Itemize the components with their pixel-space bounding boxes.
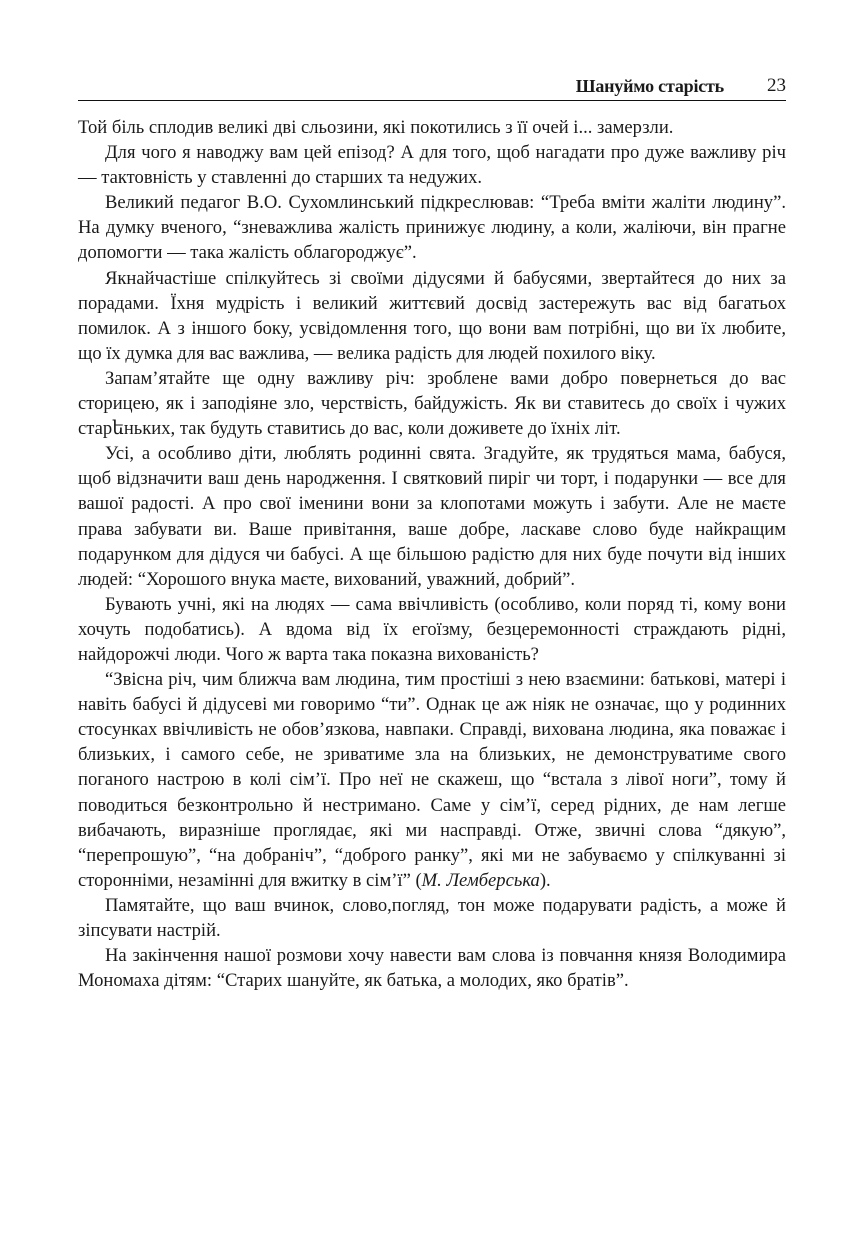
paragraph: Якнайчастіше спілкуйтесь зі своїми дідусями й бабусями, звертайтеся до них за порадами. Їхня мудрість і великий життєвий досвід застережуть вас від багатьох помилок. А з іншого боку, усвідомлення того, що вони вам потрібні, що ви їх любите, що їх думка для вас важлива, — велика радість для людей похилого віку. (78, 267, 786, 364)
paragraph: Для чого я наводжу вам цей епізод? А для того, щоб нагадати про дуже важливу річ — тактовність у ставленні до старших та недужих. (78, 142, 786, 189)
citation-author: М. Лемберська (421, 869, 540, 891)
paragraph: Той біль сплодив великі дві сльозини, які покотились з її очей і... замерзли. (78, 117, 674, 138)
paragraph: Великий педагог В.О. Сухомлинський підкреслював: “Треба вміти жаліти людину”. На думку вченого, “зневажлива жалість принижує людину, а коли, жаліючи, він прагне допомогти — така жалість облагороджує”. (78, 192, 786, 264)
paragraph: Усі, а особливо діти, люблять родинні свята. Згадуйте, як трудяться мама, бабуся, щоб відзначити ваш день народження. І святковий пиріг чи торт, і подарунки — все для вашої радості. А про свої іменини вони за клопотами можуть і забути. Але не маєте права забувати ви. Ваше привітання, ваше добре, ласкаве слово буде найкращим подарунком для дідуся чи бабусі. А ще більшою радістю для них буде почути від інших людей: “Хорошого внука маєте, вихований, уважний, добрий”. (78, 443, 786, 590)
paragraph-quote-text: “Звісна річ, чим ближча вам людина, тим простіші з нею взаємини: батькові, матері і навіть бабусі й дідусеві ми говоримо “ти”. Однак це аж ніяк не означає, що у родинних стосунках ввічливість не обов’язкова, навпаки. Справді, вихована людина, яка поважає і близьких, і самого себе, не зриватиме зла на близьких, не демонструватиме свого поганого настрою в колі сім’ї. Про неї не скажеш, що “встала з лівої ноги”, тому й поводиться безконтрольно й нестримано. Саме у сім’ї, серед рідних, де нам легше вибачають, виразніше проглядає, які ми насправді. Отже, звичні слова “дякую”, “перепрошую”, “на добраніч”, “доброго ранку”, які ми не забуваємо у спілкуванні зі сторонніми, незамінні для вжитку в сім’ї” ( (78, 669, 786, 891)
paragraph: На закінчення нашої розмови хочу навести вам слова із повчання князя Володимира Мономаха дітям: “Старих шануйте, як батька, а молодих, яко братів”. (78, 945, 786, 992)
body-text (78, 115, 786, 993)
paragraph-with-citation (78, 667, 786, 893)
citation-close: ). (539, 869, 551, 891)
running-header-title: Шануймо старість (575, 76, 724, 96)
paragraph: Запам’ятайте ще одну важливу річ: зроблене вами добро повернеться до вас сторицею, як і заподіяне зло, черствість, байдужість. Як ви ставитесь до своїх і чужих старեньких, так будуть ставитись до вас, коли доживете до їхніх літ. (78, 367, 786, 440)
running-header (78, 74, 786, 101)
page-number: 23 (767, 75, 786, 96)
paragraph: Бувають учні, які на людях — сама ввічливість (особливо, коли поряд ті, кому вони хочуть подобатись). А вдома від їх егоїзму, безцеремонності страждають рідні, найдорожчі люди. Чого ж варта така показна вихованість? (78, 593, 786, 665)
paragraph: Памятайте, що ваш вчинок, слово,погляд, тон може подарувати радість, а може й зіпсувати настрій. (78, 894, 786, 941)
